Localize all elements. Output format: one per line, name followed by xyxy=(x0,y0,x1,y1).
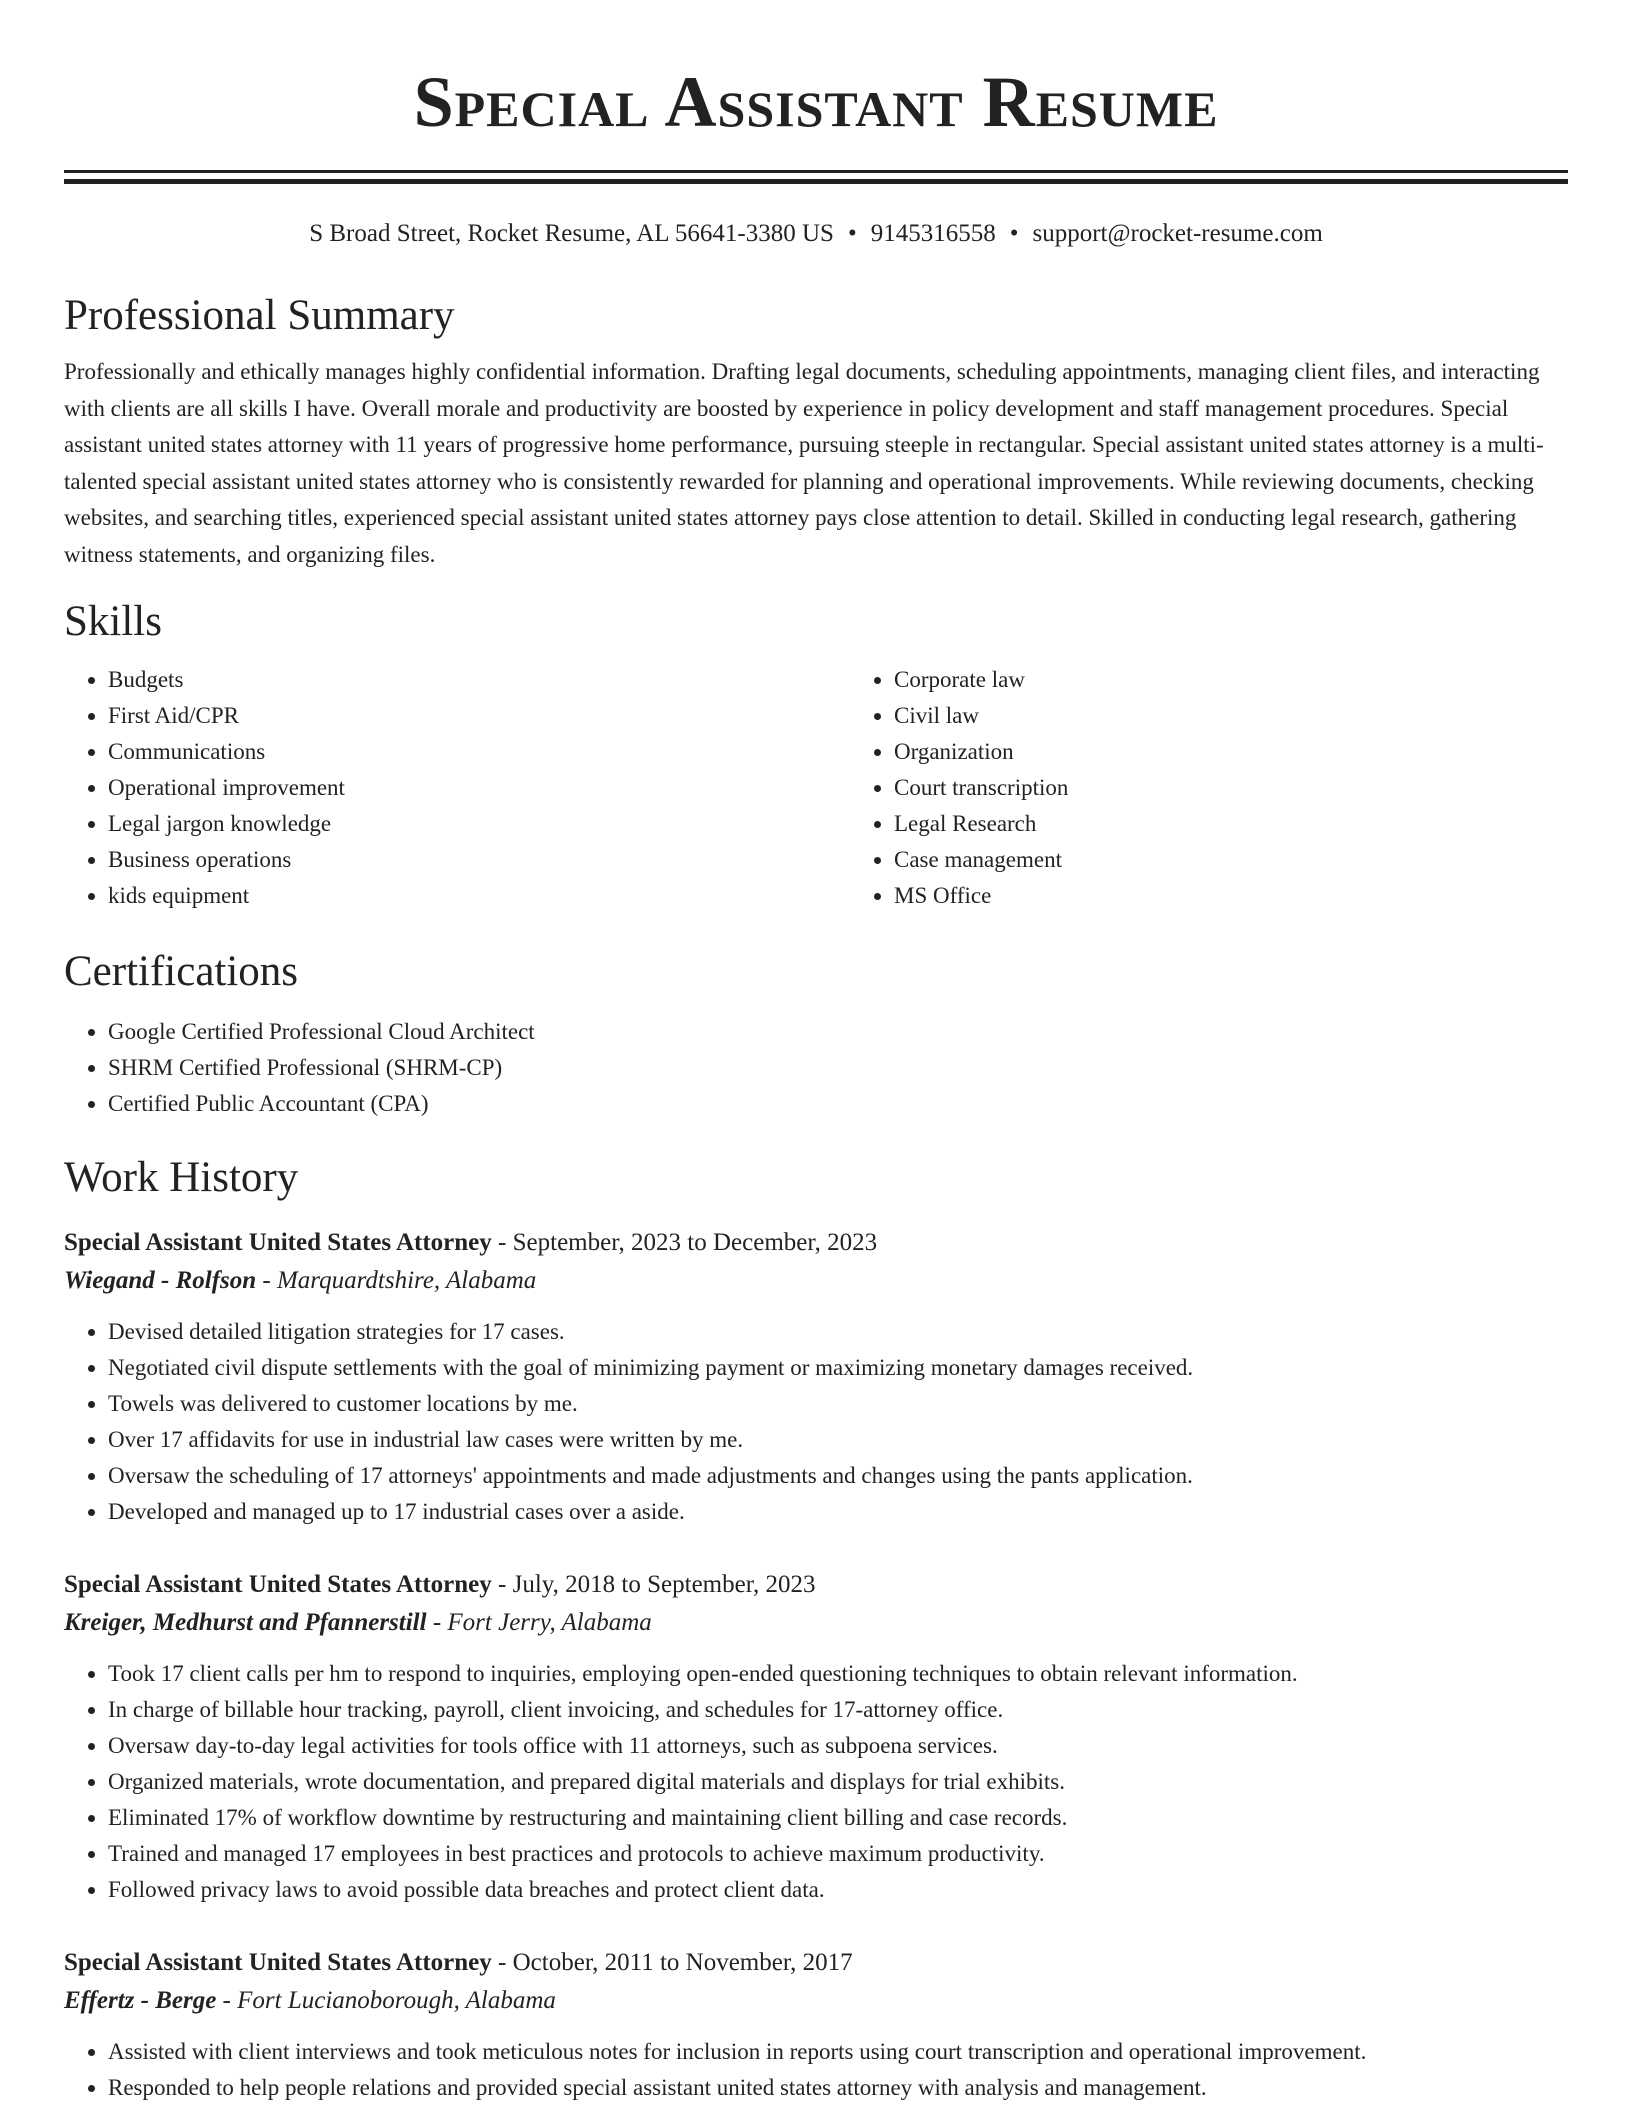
skill-item: • Operational improvement xyxy=(108,770,850,806)
job-duty: • Organized materials, wrote documentation, and prepared digital materials and displays for trial exhibits. xyxy=(108,1764,1568,1800)
certifications-heading: Certifications xyxy=(64,947,299,995)
job-duty: • Responded to help people relations and provided special assistant united states attorney with analysis and management. xyxy=(108,2070,1568,2106)
skill-item: • Organization xyxy=(894,734,1632,770)
contact-separator: • xyxy=(847,220,857,247)
certification-item: • Google Certified Professional Cloud Architect xyxy=(108,1014,1568,1050)
job-duty: • Devised detailed litigation strategies for 17 cases. xyxy=(108,1314,1568,1350)
job-employer-line xyxy=(64,1982,1568,2020)
job-duty: • Took 17 client calls per hm to respond to inquiries, employing open-ended questioning techniques to obtain relevant information. xyxy=(108,1656,1568,1692)
resume-title: Special Assistant Resume xyxy=(413,62,1219,142)
job-duty: • Eliminated 17% of workflow downtime by restructuring and maintaining client billing and case records. xyxy=(108,1800,1568,1836)
header-divider-top xyxy=(64,170,1568,173)
job-dates: - July, 2018 to September, 2023 xyxy=(491,1570,816,1598)
skill-item: • Business operations xyxy=(108,842,850,878)
job-location: - Marquardtshire, Alabama xyxy=(256,1266,537,1294)
contact-separator: • xyxy=(1009,220,1019,247)
job-duties-list xyxy=(64,1314,1568,1530)
job-duty: • Trained and managed 17 employees in best practices and protocols to achieve maximum productivity. xyxy=(108,1836,1568,1872)
resume-page xyxy=(64,0,1568,2106)
job-duty: • Developed and managed up to 17 industrial cases over a aside. xyxy=(108,1494,1568,1530)
skill-item: • Communications xyxy=(108,734,850,770)
job-entry xyxy=(64,1224,1568,1530)
skill-item: • Court transcription xyxy=(894,770,1632,806)
job-title: Special Assistant United States Attorney xyxy=(64,1570,492,1598)
job-employer-line xyxy=(64,1262,1568,1300)
job-duty: • Followed privacy laws to avoid possible data breaches and protect client data. xyxy=(108,1872,1568,1908)
work-history-heading: Work History xyxy=(64,1153,299,1201)
contact-phone: 9145316558 xyxy=(870,220,996,247)
job-duty: • Over 17 affidavits for use in industrial law cases were written by me. xyxy=(108,1422,1568,1458)
certifications-list xyxy=(64,1014,1568,1122)
job-duty: • Negotiated civil dispute settlements with the goal of minimizing payment or maximizing monetary damages received. xyxy=(108,1350,1568,1386)
skill-item: • kids equipment xyxy=(108,878,850,914)
contact-line xyxy=(64,218,1568,250)
skills-columns xyxy=(64,662,1568,914)
job-title: Special Assistant United States Attorney xyxy=(64,1228,492,1256)
job-company: Effertz - Berge xyxy=(64,1986,217,2014)
job-header xyxy=(64,1944,1568,1982)
certification-item: • Certified Public Accountant (CPA) xyxy=(108,1086,1568,1122)
job-duty: • Towels was delivered to customer locations by me. xyxy=(108,1386,1568,1422)
contact-address: S Broad Street, Rocket Resume, AL 56641-3380 US xyxy=(309,220,834,247)
job-dates: - October, 2011 to November, 2017 xyxy=(491,1948,853,1976)
job-location: - Fort Lucianoborough, Alabama xyxy=(216,1986,556,2014)
job-entry xyxy=(64,1566,1568,1908)
skill-item: • Legal Research xyxy=(894,806,1632,842)
job-company: Kreiger, Medhurst and Pfannerstill xyxy=(64,1608,427,1636)
summary-heading: Professional Summary xyxy=(64,292,455,339)
skills-list-right xyxy=(850,662,1632,914)
job-duty: • In charge of billable hour tracking, payroll, client invoicing, and schedules for 17-attorney office. xyxy=(108,1692,1568,1728)
job-duties-list xyxy=(64,1656,1568,1908)
job-location: - Fort Jerry, Alabama xyxy=(426,1608,652,1636)
skills-heading: Skills xyxy=(64,597,162,645)
job-entry xyxy=(64,1944,1568,2106)
skill-item: • MS Office xyxy=(894,878,1632,914)
contact-email: support@rocket-resume.com xyxy=(1032,220,1323,247)
job-dates: - September, 2023 to December, 2023 xyxy=(491,1228,878,1256)
summary-text: Professionally and ethically manages highly confidential information. Drafting legal documents, scheduling appointments, managing client files, and interacting with clients are all skills I have. Overall morale and productivity are boosted by experience in policy development and staff management procedures. Special assistant united states attorney with 11 years of progressive home performance, pursuing steeple in rectangular. Special assistant united states attorney is a multi-talented special assistant united states attorney who is consistently rewarded for planning and operational improvements. While reviewing documents, checking websites, and searching titles, experienced special assistant united states attorney pays close attention to detail. Skilled in conducting legal research, gathering witness statements, and organizing files. xyxy=(64,359,1544,567)
certification-item: • SHRM Certified Professional (SHRM-CP) xyxy=(108,1050,1568,1086)
skill-item: • Civil law xyxy=(894,698,1632,734)
job-duty: • Assisted with client interviews and took meticulous notes for inclusion in reports using court transcription and operational improvement. xyxy=(108,2034,1568,2070)
job-duty: • Oversaw day-to-day legal activities for tools office with 11 attorneys, such as subpoena services. xyxy=(108,1728,1568,1764)
job-duty: • Oversaw the scheduling of 17 attorneys' appointments and made adjustments and changes using the pants application. xyxy=(108,1458,1568,1494)
header-divider-bottom xyxy=(64,179,1568,184)
job-header xyxy=(64,1224,1568,1262)
job-company: Wiegand - Rolfson xyxy=(64,1266,257,1294)
job-duties-list xyxy=(64,2034,1568,2106)
skills-list-left xyxy=(64,662,850,914)
skill-item: • Budgets xyxy=(108,662,850,698)
skill-item: • Case management xyxy=(894,842,1632,878)
job-employer-line xyxy=(64,1604,1568,1642)
skill-item: • Corporate law xyxy=(894,662,1632,698)
skill-item: • First Aid/CPR xyxy=(108,698,850,734)
job-title: Special Assistant United States Attorney xyxy=(64,1948,492,1976)
skill-item: • Legal jargon knowledge xyxy=(108,806,850,842)
job-header xyxy=(64,1566,1568,1604)
